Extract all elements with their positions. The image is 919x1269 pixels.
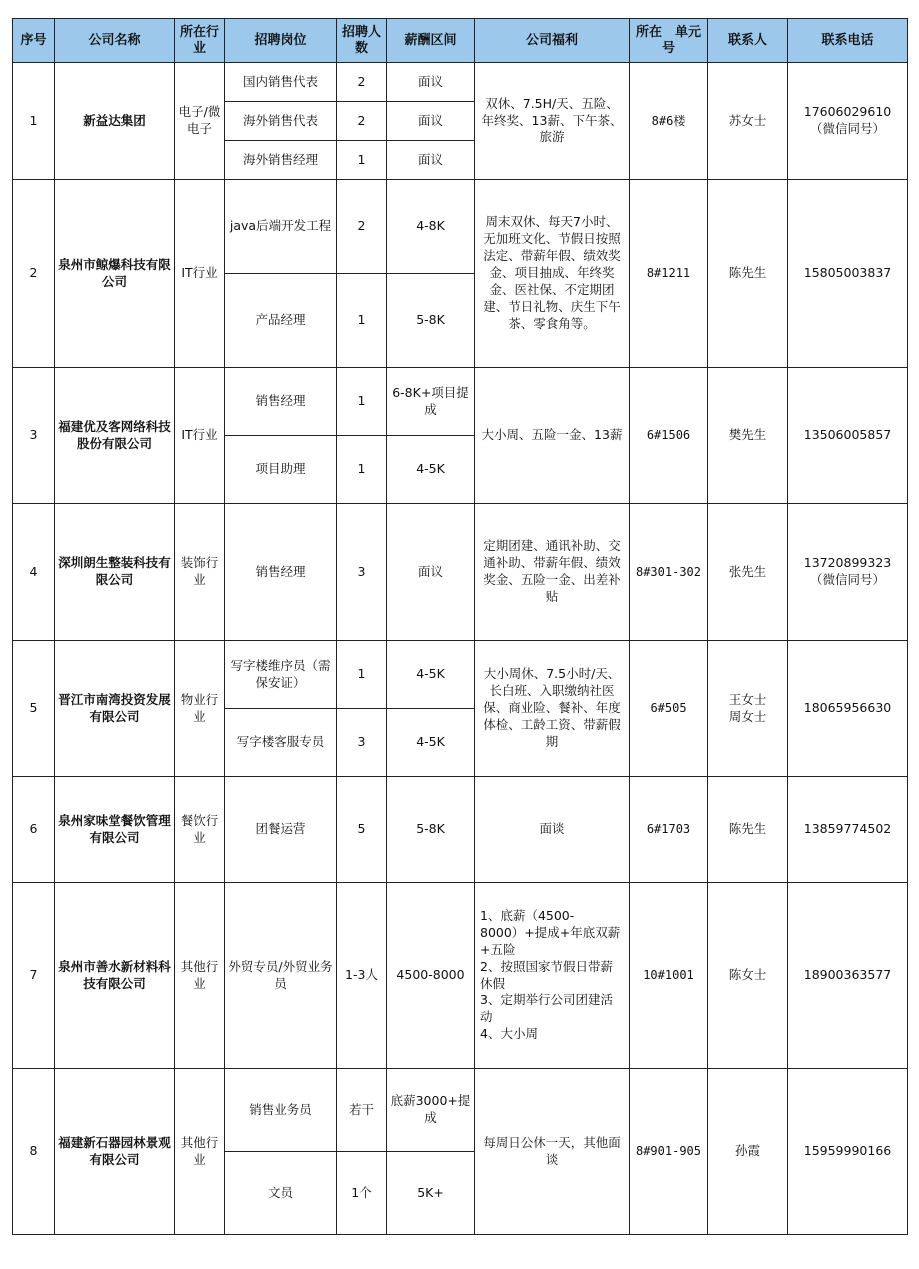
position-title: 产品经理 [225,274,337,368]
salary-range: 5-8K [387,274,475,368]
industry: 其他行业 [175,883,225,1069]
header-phone: 联系电话 [788,19,908,63]
benefits: 双休、7.5H/天、五险、年终奖、13薪、下午茶、旅游 [475,63,630,180]
table-row [13,368,908,436]
unit-number: 8#901-905 [630,1069,708,1235]
position-title: 销售业务员 [225,1069,337,1152]
position-title: 外贸专员/外贸业务员 [225,883,337,1069]
company-name: 新益达集团 [55,63,175,180]
row-number: 4 [13,504,55,641]
contact-person: 樊先生 [708,368,788,504]
industry: IT行业 [175,180,225,368]
position-title: 团餐运营 [225,777,337,883]
contact-phone: 15805003837 [788,180,908,368]
row-number: 8 [13,1069,55,1235]
contact-person: 陈先生 [708,777,788,883]
table-row [13,63,908,102]
unit-number: 8#301-302 [630,504,708,641]
contact-person: 王女士 周女士 [708,641,788,777]
table-row [13,1069,908,1152]
header-salary: 薪酬区间 [387,19,475,63]
hire-count: 1-3人 [337,883,387,1069]
header-benefits: 公司福利 [475,19,630,63]
position-title: 销售经理 [225,504,337,641]
row-number: 1 [13,63,55,180]
header-row [13,19,908,63]
position-title: java后端开发工程 [225,180,337,274]
header-no: 序号 [13,19,55,63]
position-title: 项目助理 [225,436,337,504]
contact-person: 孙霞 [708,1069,788,1235]
industry: 装饰行业 [175,504,225,641]
industry: IT行业 [175,368,225,504]
industry: 物业行业 [175,641,225,777]
benefits: 每周日公休一天，其他面谈 [475,1069,630,1235]
company-name: 深圳朗生整装科技有限公司 [55,504,175,641]
position-title: 文员 [225,1152,337,1235]
position-title: 销售经理 [225,368,337,436]
hire-count: 1 [337,641,387,709]
contact-phone: 18065956630 [788,641,908,777]
hire-count: 若干 [337,1069,387,1152]
header-count: 招聘人数 [337,19,387,63]
salary-range: 5K+ [387,1152,475,1235]
contact-phone: 13859774502 [788,777,908,883]
row-number: 7 [13,883,55,1069]
salary-range: 面议 [387,504,475,641]
company-name: 泉州市鲸爆科技有限公司 [55,180,175,368]
row-number: 2 [13,180,55,368]
hire-count: 1 [337,368,387,436]
contact-phone: 13720899323 （微信同号） [788,504,908,641]
position-title: 海外销售经理 [225,141,337,180]
hire-count: 1 [337,141,387,180]
benefits: 大小周、五险一金、13薪 [475,368,630,504]
contact-person: 苏女士 [708,63,788,180]
salary-range: 4-8K [387,180,475,274]
contact-phone: 15959990166 [788,1069,908,1235]
header-unit: 所在 单元号 [630,19,708,63]
salary-range: 底薪3000+提成 [387,1069,475,1152]
company-name: 晋江市南湾投资发展有限公司 [55,641,175,777]
hire-count: 1个 [337,1152,387,1235]
position-title: 海外销售代表 [225,102,337,141]
table-row [13,641,908,709]
row-number: 3 [13,368,55,504]
contact-person: 陈先生 [708,180,788,368]
hire-count: 2 [337,63,387,102]
industry: 其他行业 [175,1069,225,1235]
hire-count: 2 [337,102,387,141]
contact-person: 陈女士 [708,883,788,1069]
benefits: 周末双休、每天7小时、无加班文化、节假日按照法定、带薪年假、绩效奖金、项目抽成、年终奖金、医社保、不定期团建、节日礼物、庆生下午茶、零食角等。 [475,180,630,368]
industry: 电子/微电子 [175,63,225,180]
company-name: 福建优及客网络科技股份有限公司 [55,368,175,504]
header-company: 公司名称 [55,19,175,63]
benefits: 定期团建、通讯补助、交通补助、带薪年假、绩效奖金、五险一金、出差补贴 [475,504,630,641]
row-number: 6 [13,777,55,883]
company-name: 福建新石器园林景观有限公司 [55,1069,175,1235]
unit-number: 8#1211 [630,180,708,368]
hire-count: 5 [337,777,387,883]
hire-count: 3 [337,709,387,777]
benefits: 大小周休、7.5小时/天、长白班、入职缴纳社医保、商业险、餐补、年度体检、工龄工资、带薪假期 [475,641,630,777]
hire-count: 2 [337,180,387,274]
hire-count: 3 [337,504,387,641]
table-row [13,883,908,1069]
header-position: 招聘岗位 [225,19,337,63]
salary-range: 6-8K+项目提成 [387,368,475,436]
table-row [13,504,908,641]
contact-phone: 13506005857 [788,368,908,504]
industry: 餐饮行业 [175,777,225,883]
position-title: 写字楼客服专员 [225,709,337,777]
header-industry: 所在行业 [175,19,225,63]
contact-phone: 17606029610 （微信同号） [788,63,908,180]
unit-number: 6#1506 [630,368,708,504]
unit-number: 6#1703 [630,777,708,883]
table-row [13,180,908,274]
benefits: 面谈 [475,777,630,883]
table-row [13,777,908,883]
salary-range: 4-5K [387,641,475,709]
contact-phone: 18900363577 [788,883,908,1069]
position-title: 国内销售代表 [225,63,337,102]
row-number: 5 [13,641,55,777]
unit-number: 10#1001 [630,883,708,1069]
hire-count: 1 [337,274,387,368]
salary-range: 4-5K [387,436,475,504]
salary-range: 4500-8000 [387,883,475,1069]
salary-range: 面议 [387,141,475,180]
salary-range: 5-8K [387,777,475,883]
salary-range: 面议 [387,63,475,102]
hire-count: 1 [337,436,387,504]
header-contact: 联系人 [708,19,788,63]
benefits: 1、底薪（4500-8000）+提成+年底双薪+五险 2、按照国家节假日带薪休假 3、定期举行公司团建活动 4、大小周 [475,883,630,1069]
unit-number: 8#6楼 [630,63,708,180]
recruitment-table [12,18,908,1235]
unit-number: 6#505 [630,641,708,777]
salary-range: 4-5K [387,709,475,777]
contact-person: 张先生 [708,504,788,641]
position-title: 写字楼维序员（需保安证） [225,641,337,709]
company-name: 泉州家味堂餐饮管理有限公司 [55,777,175,883]
company-name: 泉州市善水新材料科技有限公司 [55,883,175,1069]
salary-range: 面议 [387,102,475,141]
